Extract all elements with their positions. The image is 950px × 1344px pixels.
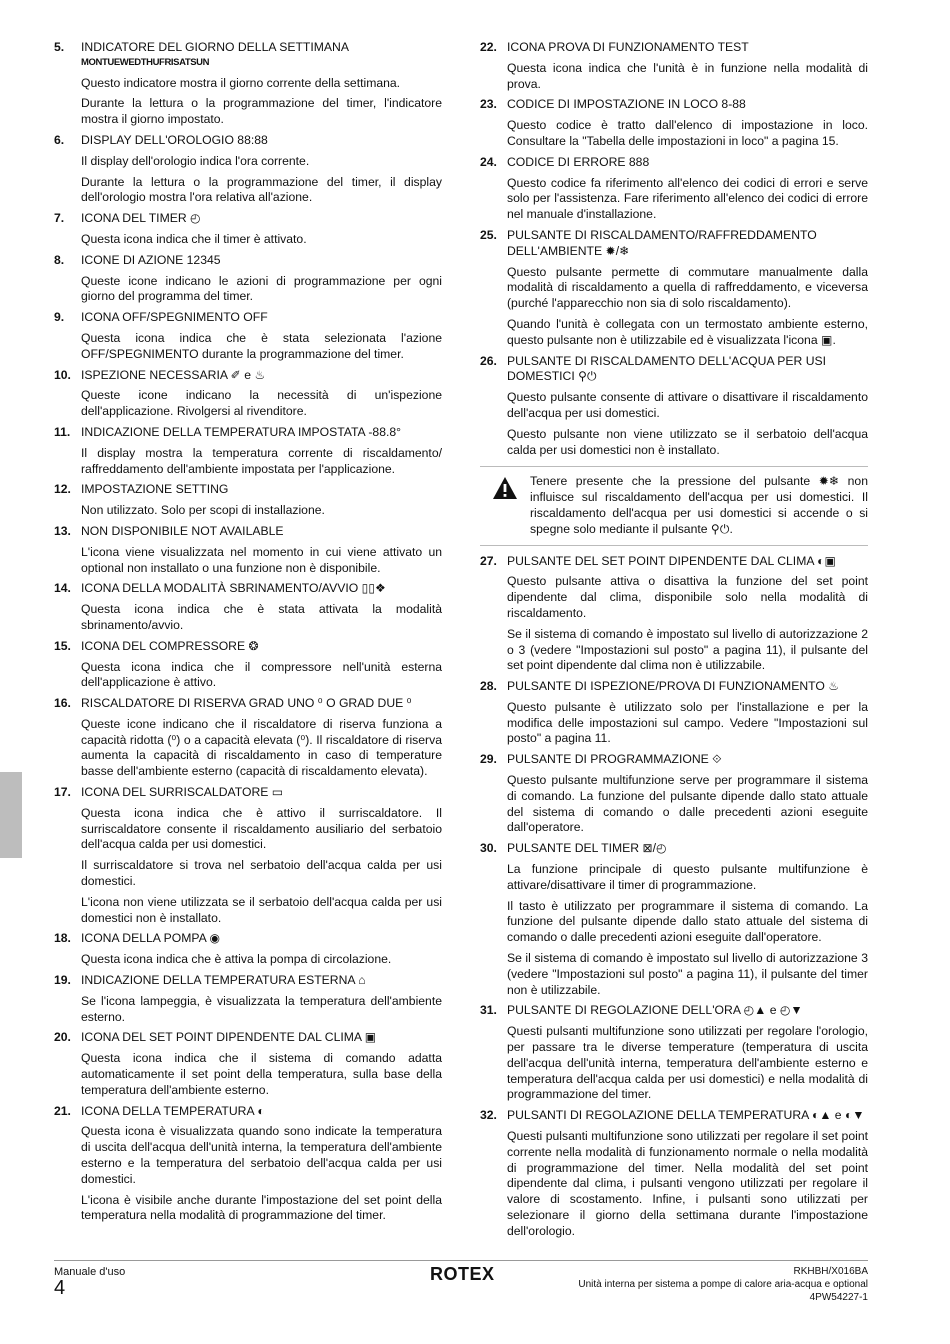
item-paragraph: Questo codice è tratto dall'elenco di impostazione in loco. Consultare la "Tabella delle impostazioni in loco" a pagina 15.: [507, 118, 868, 148]
product-description: Unità interna per sistema a pompe di calore aria-acqua e optional: [578, 1279, 868, 1290]
item-heading: [480, 554, 868, 570]
item-number: 7.: [54, 211, 65, 226]
item-heading: [54, 310, 442, 326]
item-number: 30.: [480, 841, 497, 856]
list-item: [480, 554, 868, 675]
item-title: [81, 253, 442, 269]
list-item: [480, 841, 868, 998]
item-heading: [54, 524, 442, 540]
item-title: [81, 581, 442, 597]
item-title-text: CODICE DI IMPOSTAZIONE IN LOCO 8-88: [507, 97, 746, 112]
item-title: [81, 785, 442, 801]
document-code: 4PW54227-1: [809, 1292, 868, 1303]
list-item: [480, 752, 868, 836]
item-title-text: PULSANTE DI REGOLAZIONE DELL'ORA ◴▲ e ◴▼: [507, 1003, 803, 1018]
item-paragraph: Il surriscaldatore si trova nel serbatoio dell'acqua calda per usi domestici.: [81, 858, 442, 889]
list-item: [480, 679, 868, 747]
item-number: 19.: [54, 973, 71, 988]
item-title-text: PULSANTE DI RISCALDAMENTO DELL'ACQUA PER USI DOMESTICI ⚲⏻: [507, 353, 827, 384]
item-heading: [480, 155, 868, 171]
page-footer: [54, 1260, 868, 1303]
item-paragraph: Questi pulsanti multifunzione sono utilizzati per regolare il set point corrente nella modalità di funzionamento normale o nella modalità di programmazione del timer. Nella modalità del set point dipendente dal clima, i pulsanti vengono utilizzati per regolare il valore di scostamento. Infine, i pulsanti sono utilizzati per selezionare il giorno della settimana durante l'impostazione dell'orologio.: [507, 1129, 868, 1238]
item-paragraph: L'icona è visibile anche durante l'impostazione del set point della temperatura nella modalità di programmazione del timer.: [81, 1192, 442, 1223]
item-title: [81, 133, 442, 149]
item-paragraph: Quando l'unità è collegata con un termostato ambiente esterno, questo pulsante non è utilizzabile ed è visualizzata l'icona ▣.: [507, 316, 868, 347]
item-paragraph: Questa icona indica che è attivo il surriscaldatore. Il surriscaldatore consente il riscaldamento ausiliario del serbatoio dell'acqua calda per usi domestici.: [81, 805, 442, 852]
item-paragraph: Questo pulsante attiva o disattiva la funzione del set point dipendente dal clima, disponibile solo nella modalità di riscaldamento.: [507, 574, 868, 620]
model-code: RKHBH/X016BA: [793, 1266, 868, 1277]
item-number: 23.: [480, 97, 497, 112]
item-number: 27.: [480, 553, 497, 568]
item-number: 15.: [54, 638, 71, 653]
item-title-text: ICONA DELLA POMPA ◉: [81, 931, 221, 946]
list-item: [54, 211, 442, 248]
item-number: 31.: [480, 1003, 497, 1018]
list-item: [480, 40, 868, 92]
list-item: [480, 155, 868, 223]
item-title: [507, 354, 868, 386]
item-paragraph: Questa icona indica che l'unità è in funzione nella modalità di prova.: [507, 60, 868, 91]
item-paragraph: Il display mostra la temperatura corrente di riscaldamento/ raffreddamento dell'ambiente impostata per l'applicazione.: [81, 445, 442, 476]
item-heading: [54, 639, 442, 655]
item-heading: [480, 679, 868, 695]
list-item: [54, 40, 442, 128]
item-number: 17.: [54, 785, 71, 800]
item-heading: [54, 482, 442, 498]
item-number: 32.: [480, 1108, 497, 1123]
item-heading: [54, 931, 442, 947]
item-number: 16.: [54, 696, 71, 711]
item-paragraph: Questo pulsante multifunzione serve per programmare il sistema di comando. La funzione del pulsante dipende dallo stato attuale del sistema di comando o dalle precedenti azioni eseguite dall'operatore.: [507, 773, 868, 835]
item-number: 21.: [54, 1103, 71, 1118]
item-title-text: ICONA OFF/SPEGNIMENTO OFF: [81, 310, 268, 325]
list-item: [54, 1030, 442, 1098]
item-paragraph: Questo indicatore mostra il giorno corrente della settimana.: [81, 75, 401, 90]
item-paragraph: Non utilizzato. Solo per scopi di installazione.: [81, 503, 325, 518]
item-paragraph: L'icona viene visualizzata nel momento in cui viene attivato un optional non installato o una funzione non è disponibile.: [81, 544, 442, 575]
item-heading: [54, 253, 442, 269]
list-item: [54, 368, 442, 420]
footer-info: [578, 1265, 868, 1304]
item-paragraph: Queste icone indicano le azioni di programmazione per ogni giorno del programma del timer.: [81, 273, 442, 304]
item-heading: [54, 368, 442, 384]
item-paragraph: Queste icone indicano che il riscaldatore di riserva funziona a capacità ridotta (⁰) o a capacità elevata (⁰). Il riscaldatore di riserva aumenta la capacità di riscaldamento in caso di temperature basse dell'ambiente esterno (capacità di riscaldamento elevata).: [81, 716, 442, 779]
item-title: [81, 482, 442, 498]
item-heading: [54, 211, 442, 227]
page-number: 4: [54, 1277, 66, 1299]
warning-text: Tenere presente che la pressione del pulsante ✹❄ non influisce sul riscaldamento dell'acqua per usi domestici. Il riscaldamento dell'acqua per usi domestici si accende o si spegne solo mediante il pulsante ⚲⏻.: [530, 474, 868, 536]
item-paragraph: Questi pulsanti multifunzione sono utilizzati per regolare l'orologio, per passare tra le diverse temperature (temperatura di uscita dell'acqua dell'unità interna, temperatura dell'ambiente esterno e temperatura dell'acqua calda per usi domestici) e nella modalità di programmazione del timer.: [507, 1024, 868, 1102]
item-title: [81, 973, 442, 989]
list-item: [54, 482, 442, 519]
item-title-text: ICONA DEL SET POINT DIPENDENTE DAL CLIMA ▣: [81, 1030, 377, 1045]
list-item: [54, 253, 442, 305]
item-number: 29.: [480, 752, 497, 767]
item-heading: [480, 1003, 868, 1019]
item-title-text: PULSANTE DEL SET POINT DIPENDENTE DAL CLIMA ◐▣: [507, 553, 837, 568]
item-paragraph: Se il sistema di comando è impostato sul livello di autorizzazione 3 (vedere "Impostazioni sul posto" a pagina 11), il pulsante del timer non è utilizzabile.: [507, 951, 868, 997]
list-item: [54, 310, 442, 362]
item-heading: [54, 1104, 442, 1120]
item-title-text: ICONA DEL SURRISCALDATORE ▭: [81, 785, 284, 800]
item-heading: [54, 425, 442, 441]
item-paragraph: Questo pulsante è utilizzato solo per l'installazione e per la modifica delle impostazioni sul campo. Vedere "Impostazioni sul posto" a pagina 11.: [507, 699, 868, 746]
warning-box: [480, 466, 868, 545]
item-number: 18.: [54, 931, 71, 946]
item-paragraph: Questo pulsante permette di commutare manualmente dalla modalità di riscaldamento a quella di raffreddamento, e viceversa (purché l'apparecchio non sia di solo riscaldamento).: [507, 264, 868, 311]
item-paragraph: Questa icona indica che è stata selezionata l'azione OFF/SPEGNIMENTO durante la programmazione del timer.: [81, 330, 442, 361]
item-title-text: ISPEZIONE NECESSARIA ✐ e ♨: [81, 367, 266, 382]
item-number: 26.: [480, 353, 497, 368]
item-number: 5.: [54, 40, 65, 54]
item-title: [81, 40, 442, 71]
item-heading: [480, 97, 868, 113]
item-heading: [54, 696, 442, 712]
item-number: 8.: [54, 252, 65, 267]
item-title: [81, 696, 442, 712]
warning-icon: [480, 474, 530, 537]
item-heading: [480, 228, 868, 260]
item-number: 20.: [54, 1030, 71, 1045]
list-item: [480, 354, 868, 459]
item-heading: [54, 133, 442, 149]
item-title: [81, 368, 442, 384]
item-number: 6.: [54, 132, 65, 147]
item-title-text: ICONA DEL COMPRESSORE ❂: [81, 638, 259, 653]
item-number: 10.: [54, 367, 71, 382]
item-paragraph: Questa icona è visualizzata quando sono indicate la temperatura di uscita dell'acqua dell'unità interna, la temperatura dell'ambiente esterno e la temperatura del serbatoio dell'acqua calda per usi domestici.: [81, 1124, 442, 1186]
item-title: [81, 524, 442, 540]
item-paragraph: Questa icona indica che il sistema di comando adatta automaticamente il set point della temperatura, sulla base della temperatura dell'ambiente esterno.: [81, 1051, 442, 1097]
item-heading: [480, 752, 868, 768]
item-title-text: ICONA DEL TIMER ◴: [81, 211, 201, 226]
item-title: [81, 211, 442, 227]
item-title-text: PULSANTE DI ISPEZIONE/PROVA DI FUNZIONAMENTO ♨: [507, 679, 840, 694]
list-item: [54, 785, 442, 926]
list-item: [54, 581, 442, 633]
list-item: [54, 639, 442, 691]
item-title-text: INDICATORE DEL GIORNO DELLA SETTIMANA: [81, 40, 349, 54]
item-title: [507, 679, 868, 695]
item-title: [507, 40, 868, 56]
item-title-text: CODICE DI ERRORE 888: [507, 154, 650, 169]
item-number: 14.: [54, 581, 71, 596]
item-paragraph: Queste icone indicano la necessità di un'ispezione dell'applicazione. Rivolgersi al rivenditore.: [81, 388, 442, 419]
list-item: [54, 973, 442, 1025]
item-title-text: ICONA DELLA MODALITÀ SBRINAMENTO/AVVIO ▯▯❖: [81, 581, 386, 596]
item-paragraph: Durante la lettura o la programmazione del timer, il display dell'orologio mostra l'ora relativa all'azione.: [81, 174, 442, 205]
right-column: [480, 40, 868, 1245]
item-title: [507, 1003, 868, 1019]
item-paragraph: Durante la lettura o la programmazione del timer, l'indicatore mostra il giorno impostato.: [81, 96, 442, 127]
item-heading: [54, 785, 442, 801]
list-item: [54, 931, 442, 968]
weekday-labels: MONTUEWEDTHUFRISATSUN: [81, 56, 210, 68]
left-column: [54, 40, 442, 1229]
item-heading: [54, 973, 442, 989]
item-number: 28.: [480, 679, 497, 694]
item-paragraph: Il tasto è utilizzato per programmare il sistema di comando. La funzione del pulsante dipende dallo stato attuale del sistema di comando o dalle precedenti azioni eseguite dall'operatore.: [507, 898, 868, 945]
item-title-text: IMPOSTAZIONE SETTING: [81, 482, 229, 497]
item-title-text: PULSANTE DI RISCALDAMENTO/RAFFREDDAMENTO DELL'AMBIENTE ✹/❄: [507, 227, 817, 258]
item-title: [507, 155, 868, 171]
list-item: [54, 425, 442, 477]
item-heading: [54, 581, 442, 597]
item-paragraph: Questo pulsante consente di attivare o disattivare il riscaldamento dell'acqua per usi domestici.: [507, 390, 868, 420]
list-item: [480, 1108, 868, 1239]
item-title-text: ICONA PROVA DI FUNZIONAMENTO TEST: [507, 40, 749, 54]
item-title: [81, 310, 442, 326]
item-heading: [54, 1030, 442, 1046]
item-title: [81, 639, 442, 655]
item-title: [507, 752, 868, 768]
item-title: [507, 97, 868, 113]
item-title-text: NON DISPONIBILE NOT AVAILABLE: [81, 523, 284, 538]
item-title: [81, 931, 442, 947]
item-title: [507, 1108, 868, 1124]
item-heading: [480, 1108, 868, 1124]
list-item: [480, 228, 868, 349]
item-title-text: PULSANTE DEL TIMER ⊠/◴: [507, 841, 667, 856]
list-item: [54, 133, 442, 206]
item-number: 24.: [480, 154, 497, 169]
rotex-logo: ROTEX: [430, 1264, 495, 1284]
item-title-text: DISPLAY DELL'OROLOGIO 88:88: [81, 132, 268, 147]
item-title: [81, 425, 442, 441]
item-heading: [480, 354, 868, 386]
item-paragraph: Questo pulsante non viene utilizzato se il serbatoio dell'acqua calda per usi domestici non è installato.: [507, 426, 868, 457]
item-number: 22.: [480, 40, 497, 54]
item-paragraph: L'icona non viene utilizzata se il serbatoio dell'acqua calda per usi domestici non è installato.: [81, 894, 442, 925]
list-item: [480, 1003, 868, 1103]
item-title-text: PULSANTI DI REGOLAZIONE DELLA TEMPERATURA ◐▲ e ◐▼: [507, 1108, 865, 1123]
item-number: 11.: [54, 424, 71, 439]
item-heading: [480, 841, 868, 857]
item-title: [507, 228, 868, 260]
item-number: 25.: [480, 227, 497, 242]
section-tab: [0, 772, 22, 858]
item-paragraph: Se l'icona lampeggia, è visualizzata la temperatura dell'ambiente esterno.: [81, 993, 442, 1024]
list-item: [54, 696, 442, 780]
item-heading: [54, 40, 442, 71]
item-number: 13.: [54, 523, 71, 538]
list-item: [480, 97, 868, 149]
item-title: [81, 1030, 442, 1046]
item-title-text: PULSANTE DI PROGRAMMAZIONE ⟐: [507, 752, 722, 767]
item-title-text: ICONA DELLA TEMPERATURA ◐: [81, 1103, 265, 1118]
item-title-text: ICONE DI AZIONE 12345: [81, 252, 221, 267]
item-paragraph: Se il sistema di comando è impostato sul livello di autorizzazione 2 o 3 (vedere "Impostazioni sul posto" a pagina 11), il pulsante del set point dipendente dal clima non è utilizzabile.: [507, 626, 868, 673]
item-title: [507, 554, 868, 570]
item-paragraph: Questa icona indica che è stata attivata la modalità sbrinamento/avvio.: [81, 602, 442, 632]
list-item: [54, 1104, 442, 1225]
item-heading: [480, 40, 868, 56]
item-title: [507, 841, 868, 857]
item-title-text: INDICAZIONE DELLA TEMPERATURA ESTERNA ⌂: [81, 973, 366, 988]
item-number: 9.: [54, 310, 65, 325]
item-paragraph: La funzione principale di questo pulsante multifunzione è attivare/disattivare il timer di programmazione.: [507, 862, 868, 892]
item-title-text: RISCALDATORE DI RISERVA GRAD UNO ⁰ O GRAD DUE ⁰: [81, 696, 412, 711]
item-paragraph: Questa icona indica che è attiva la pompa di circolazione.: [81, 952, 392, 967]
item-paragraph: Questo codice fa riferimento all'elenco dei codici di errori e serve solo per l'assistenza. Fare riferimento all'elenco dei codici di errore nel manuale d'installazione.: [507, 175, 868, 222]
list-item: [54, 524, 442, 576]
item-title: [81, 1104, 442, 1120]
item-title-text: INDICAZIONE DELLA TEMPERATURA IMPOSTATA -88.8°: [81, 424, 402, 439]
item-paragraph: Questa icona indica che il timer è attivato.: [81, 231, 307, 246]
item-number: 12.: [54, 482, 71, 497]
item-paragraph: Il display dell'orologio indica l'ora corrente.: [81, 153, 310, 168]
manual-label: Manuale d'uso: [54, 1266, 126, 1278]
item-paragraph: Questa icona indica che il compressore nell'unità esterna dell'applicazione è attivo.: [81, 659, 442, 690]
